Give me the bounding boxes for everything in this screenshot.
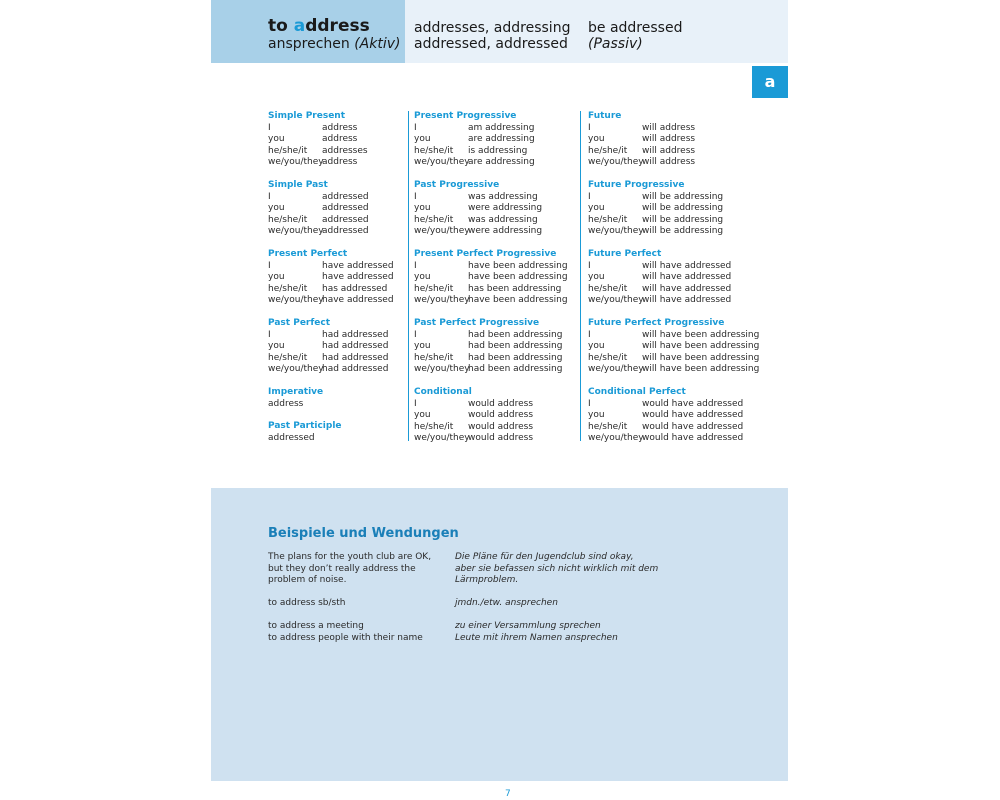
tense-group [414, 180, 584, 249]
verb-form: would have addressed [642, 398, 744, 409]
tense-group [268, 249, 408, 318]
conjugation-row [588, 433, 758, 445]
conjugation-row [414, 353, 584, 365]
conjugation-row [268, 203, 408, 215]
verb-form: addressed [322, 191, 369, 202]
pronoun: you [268, 272, 285, 282]
example-line: to address sb/sth [268, 598, 346, 608]
tense-group [414, 318, 584, 387]
verb-form: addressed [322, 226, 369, 236]
conjugation-row [414, 146, 584, 158]
conjugation-row [414, 134, 584, 146]
conjugation-row [414, 364, 584, 376]
pronoun: we/you/they [414, 226, 470, 236]
conjugation-row [414, 330, 584, 342]
example-line: jmdn./etw. ansprechen [455, 598, 558, 608]
pronoun: I [588, 122, 591, 133]
conjugation-row [588, 364, 758, 376]
conjugation-row [588, 192, 758, 204]
verb-form: will address [642, 145, 696, 156]
examples-title: Beispiele und Wendungen [268, 526, 459, 541]
tense-title: Past Progressive [414, 180, 500, 190]
verb-form: address [268, 398, 304, 409]
pronoun: I [588, 260, 591, 271]
pronoun: you [588, 203, 605, 213]
pronoun: we/you/they [414, 364, 470, 374]
pronoun: you [588, 134, 605, 144]
verb-form: have been addressing [468, 295, 568, 305]
verb-form: addresses [322, 145, 368, 156]
conjugation-row [268, 353, 408, 365]
tense-column-3 [588, 111, 758, 456]
tense-title: Future [588, 111, 622, 121]
pronoun: you [414, 410, 431, 420]
verb-translation: ansprechen (Aktiv) [268, 36, 401, 52]
tense-group [414, 387, 584, 456]
example-german [455, 621, 618, 644]
verb-form: were addressing [468, 203, 543, 213]
pronoun: he/she/it [588, 283, 628, 294]
verb-form: will address [642, 134, 696, 144]
conjugation-row [588, 261, 758, 273]
verb-form: have addressed [322, 295, 394, 305]
conjugation-row [588, 226, 758, 238]
verb-title: to address [268, 16, 370, 36]
conjugation-row [414, 341, 584, 353]
verb-form: will be addressing [642, 203, 724, 213]
tense-title: Simple Present [268, 111, 346, 121]
verb-form: has been addressing [468, 283, 562, 294]
conjugation-row [588, 272, 758, 284]
verb-form: will have been addressing [642, 352, 760, 363]
verb-form: have addressed [322, 260, 394, 271]
pronoun: you [588, 341, 605, 351]
verb-form: addressed [322, 203, 369, 213]
verb-form: would address [468, 398, 534, 409]
conjugation-row [414, 157, 584, 169]
example-english [268, 621, 423, 644]
conjugation-row [414, 399, 584, 411]
verb-form: address [322, 122, 358, 133]
verb-form: would have addressed [642, 421, 744, 432]
conjugation-row [268, 157, 408, 169]
tense-title: Future Perfect [588, 249, 662, 259]
alphabet-tab[interactable]: a [752, 66, 788, 98]
example-line: aber sie befassen sich nicht wirklich mit dem [455, 563, 659, 574]
example-german [455, 598, 558, 610]
verb-form: had been addressing [468, 364, 563, 374]
pronoun: he/she/it [414, 283, 454, 294]
verb-form: will have addressed [642, 283, 732, 294]
pronoun: we/you/they [588, 364, 644, 374]
pronoun: he/she/it [268, 214, 308, 225]
column-divider [408, 111, 409, 441]
verb-form: addressed [322, 214, 369, 225]
tense-group [268, 180, 408, 249]
pronoun: we/you/they [414, 295, 470, 305]
tense-group [588, 249, 758, 318]
pronoun: he/she/it [588, 352, 628, 363]
verb-form: had addressed [322, 352, 389, 363]
pronoun: I [588, 329, 591, 340]
verb-form: has addressed [322, 283, 388, 294]
example-line: Leute mit ihrem Namen ansprechen [455, 632, 618, 643]
conjugation-row [268, 433, 408, 445]
tense-group [588, 387, 758, 456]
conjugation-row [414, 284, 584, 296]
conjugation-row [588, 157, 758, 169]
verb-form: would address [468, 421, 534, 432]
tense-group [588, 180, 758, 249]
conjugation-row [268, 215, 408, 227]
tense-title: Past Perfect [268, 318, 331, 328]
conjugation-row [268, 192, 408, 204]
conjugation-row [588, 134, 758, 146]
conjugation-row [268, 399, 408, 411]
conjugation-row [414, 123, 584, 135]
conjugation-row [588, 146, 758, 158]
verb-form: would have addressed [642, 410, 744, 420]
pronoun: you [414, 203, 431, 213]
tense-group [268, 111, 408, 180]
example-line: to address people with their name [268, 632, 423, 643]
verb-form: would have addressed [642, 433, 744, 443]
verb-form: will be addressing [642, 226, 724, 236]
verb-form: was addressing [468, 214, 538, 225]
example-german [455, 552, 658, 587]
pronoun: we/you/they [588, 226, 644, 236]
tense-title: Conditional [414, 387, 472, 397]
tense-title: Present Perfect [268, 249, 348, 259]
verb-form: will have addressed [642, 272, 732, 282]
conjugation-row [268, 226, 408, 238]
conjugation-row [588, 123, 758, 135]
pronoun: he/she/it [268, 283, 308, 294]
pronoun: you [588, 272, 605, 282]
pronoun: we/you/they [268, 295, 324, 305]
pronoun: I [268, 329, 271, 340]
tense-title: Conditional Perfect [588, 387, 686, 397]
pronoun: I [268, 122, 271, 133]
tense-column-1 [268, 111, 408, 455]
pronoun: he/she/it [588, 421, 628, 432]
conjugation-row [414, 272, 584, 284]
pronoun: you [268, 203, 285, 213]
pronoun: you [588, 410, 605, 420]
pronoun: we/you/they [268, 157, 324, 167]
pronoun: he/she/it [414, 352, 454, 363]
conjugation-row [414, 226, 584, 238]
pronoun: I [414, 329, 417, 340]
verb-form: would address [468, 433, 534, 443]
pronoun: we/you/they [588, 295, 644, 305]
tense-title: Future Progressive [588, 180, 685, 190]
tense-column-2 [414, 111, 584, 456]
example-line: to address a meeting [268, 621, 364, 631]
verb-form: would address [468, 410, 534, 420]
pronoun: he/she/it [268, 145, 308, 156]
example-line: Die Pläne für den Jugendclub sind okay, [455, 552, 634, 562]
conjugation-row [414, 203, 584, 215]
tense-title: Simple Past [268, 180, 328, 190]
conjugation-row [268, 330, 408, 342]
verb-form: was addressing [468, 191, 538, 202]
verb-form: address [322, 134, 358, 144]
tense-title: Present Perfect Progressive [414, 249, 557, 259]
conjugation-row [268, 341, 408, 353]
conjugation-row [588, 284, 758, 296]
tense-title: Past Participle [268, 421, 342, 431]
verb-form: will have addressed [642, 295, 732, 305]
verb-form: addressed [268, 432, 315, 443]
tense-group [268, 421, 408, 455]
verb-form: had been addressing [468, 352, 563, 363]
verb-form: will have addressed [642, 260, 732, 271]
conjugation-row [588, 353, 758, 365]
tense-group [588, 111, 758, 180]
pronoun: we/you/they [268, 364, 324, 374]
verb-form: have been addressing [468, 272, 568, 282]
pronoun: I [414, 122, 417, 133]
verb-form: were addressing [468, 226, 543, 236]
page-number: 7 [505, 789, 511, 799]
conjugation-row [414, 422, 584, 434]
example-line: but they don’t really address the [268, 563, 416, 574]
pronoun: we/you/they [588, 433, 644, 443]
pronoun: I [414, 398, 417, 409]
tense-title: Present Progressive [414, 111, 517, 121]
conjugation-row [588, 295, 758, 307]
conjugation-row [268, 134, 408, 146]
conjugation-row [414, 433, 584, 445]
tense-group [588, 318, 758, 387]
example-line: Lärmproblem. [455, 575, 519, 585]
verb-form: have addressed [322, 272, 394, 282]
verb-form: had addressed [322, 329, 389, 340]
conjugation-row [268, 261, 408, 273]
conjugation-row [414, 192, 584, 204]
tense-group [414, 111, 584, 180]
tense-title: Future Perfect Progressive [588, 318, 725, 328]
conjugation-row [268, 272, 408, 284]
pronoun: we/you/they [414, 157, 470, 167]
tense-group [268, 387, 408, 421]
pronoun: you [268, 341, 285, 351]
pronoun: I [414, 260, 417, 271]
pronoun: he/she/it [268, 352, 308, 363]
conjugation-row [414, 261, 584, 273]
conjugation-row [588, 341, 758, 353]
example-english [268, 552, 431, 587]
conjugation-row [588, 330, 758, 342]
verb-forms: addresses, addressing addressed, addressed [414, 20, 571, 52]
pronoun: we/you/they [588, 157, 644, 167]
pronoun: I [414, 191, 417, 202]
conjugation-row [588, 215, 758, 227]
passive-forms: be addressed (Passiv) [588, 20, 683, 52]
conjugation-row [414, 295, 584, 307]
verb-form: had addressed [322, 341, 389, 351]
example-line: zu einer Versammlung sprechen [455, 621, 601, 631]
verb-form: have been addressing [468, 260, 568, 271]
conjugation-row [414, 215, 584, 227]
pronoun: he/she/it [414, 214, 454, 225]
verb-form: address [322, 157, 358, 167]
pronoun: we/you/they [414, 433, 470, 443]
pronoun: you [268, 134, 285, 144]
pronoun: you [414, 272, 431, 282]
pronoun: I [588, 191, 591, 202]
conjugation-row [414, 410, 584, 422]
pronoun: he/she/it [588, 214, 628, 225]
tense-title: Imperative [268, 387, 324, 397]
conjugation-row [268, 146, 408, 158]
pronoun: he/she/it [414, 145, 454, 156]
verb-form: is addressing [468, 145, 528, 156]
verb-form: had addressed [322, 364, 389, 374]
verb-form: am addressing [468, 122, 535, 133]
verb-form: will be addressing [642, 214, 724, 225]
pronoun: you [414, 341, 431, 351]
verb-form: are addressing [468, 134, 535, 144]
conjugation-row [268, 364, 408, 376]
conjugation-row [588, 410, 758, 422]
pronoun: I [268, 191, 271, 202]
conjugation-row [588, 203, 758, 215]
conjugation-row [268, 123, 408, 135]
pronoun: I [588, 398, 591, 409]
conjugation-row [588, 422, 758, 434]
verb-form: will address [642, 122, 696, 133]
verb-form: had been addressing [468, 341, 563, 351]
pronoun: he/she/it [588, 145, 628, 156]
pronoun: we/you/they [268, 226, 324, 236]
conjugation-row [268, 284, 408, 296]
tense-title: Past Perfect Progressive [414, 318, 540, 328]
example-line: problem of noise. [268, 575, 347, 585]
verb-form: will address [642, 157, 696, 167]
verb-form: are addressing [468, 157, 535, 167]
verb-form: will be addressing [642, 191, 724, 202]
verb-form: will have been addressing [642, 364, 760, 374]
tense-group [268, 318, 408, 387]
example-english [268, 598, 345, 610]
pronoun: you [414, 134, 431, 144]
verb-form: will have been addressing [642, 341, 760, 351]
verb-form: had been addressing [468, 329, 563, 340]
example-line: The plans for the youth club are OK, [268, 552, 432, 562]
verb-form: will have been addressing [642, 329, 760, 340]
pronoun: I [268, 260, 271, 271]
pronoun: he/she/it [414, 421, 454, 432]
conjugation-row [588, 399, 758, 411]
tense-group [414, 249, 584, 318]
conjugation-row [268, 295, 408, 307]
